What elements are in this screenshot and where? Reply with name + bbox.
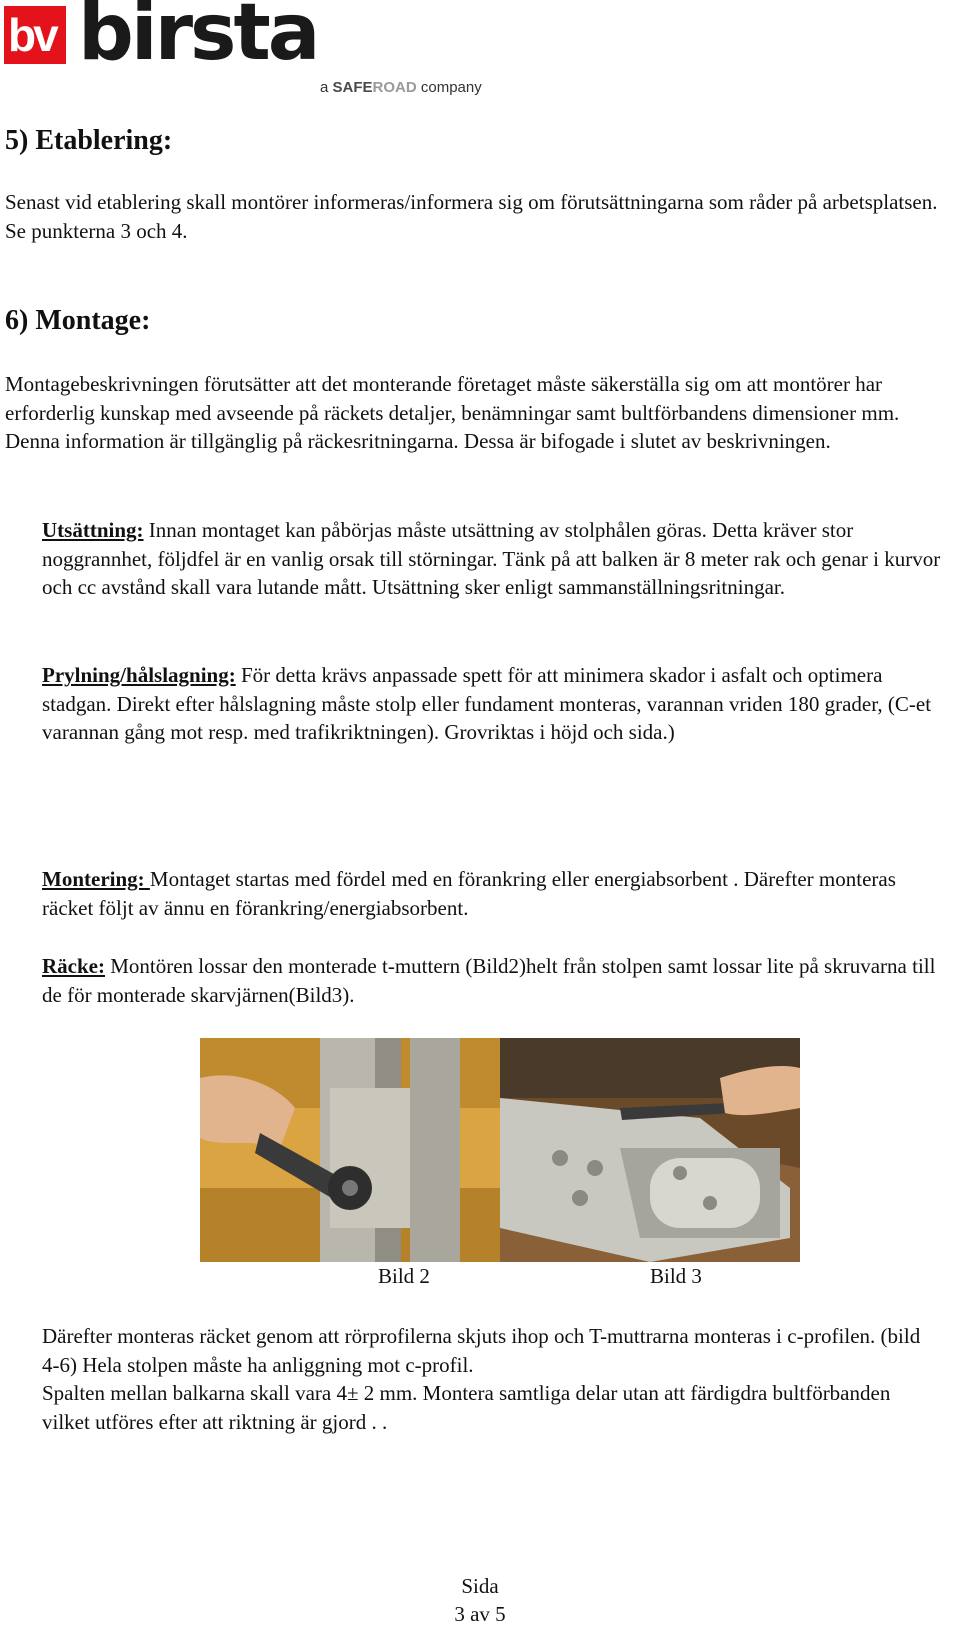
paragraph-racke xyxy=(42,952,942,1009)
photo-row xyxy=(200,1038,800,1262)
term-utsattning: Utsättning: xyxy=(42,518,144,542)
text-darefter-2: Spalten mellan balkarna skall vara 4± 2 mm. Montera samtliga delar utan att färdigdra bultförbanden vilket utföres efter att riktning är gjord . . xyxy=(42,1381,891,1434)
heading-etablering: 5) Etablering: xyxy=(5,125,173,156)
photo-bild2 xyxy=(200,1038,500,1262)
paragraph-prylning xyxy=(42,661,942,747)
tagline-prefix: a xyxy=(320,79,329,96)
page-footer xyxy=(0,1572,960,1628)
logo-mark-text: bv xyxy=(8,9,56,61)
footer-page-number: 3 av 5 xyxy=(454,1602,506,1626)
heading-montage: 6) Montage: xyxy=(5,305,151,336)
term-montering: Montering: xyxy=(42,867,150,891)
caption-bild3: Bild 3 xyxy=(650,1264,702,1288)
paragraph-montage: Montagebeskrivningen förutsätter att det monterande företaget måste säkerställa sig om att montörer har erforderlig kunskap med avseende på räckets detaljer, benämningar samt bultförbandens dimensioner mm. Denna information är tillgänglig på räckesritningarna. Dessa är bifogade i slutet av beskrivningen. xyxy=(5,372,900,453)
paragraph-etablering: Senast vid etablering skall montörer informeras/informera sig om förutsättningarna som råder på arbetsplatsen. Se punkterna 3 och 4. xyxy=(5,190,938,243)
company-logo xyxy=(0,0,520,110)
footer-page-label: Sida xyxy=(461,1574,499,1598)
paragraph-montering xyxy=(42,865,942,922)
term-racke: Räcke: xyxy=(42,954,105,978)
text-racke: Montören lossar den monterade t-muttern (Bild2)helt från stolpen samt lossar lite på skruvarna till de för monterade skarvjärnen(Bild3). xyxy=(42,954,936,1007)
term-prylning: Prylning/hålslagning: xyxy=(42,663,236,687)
photo-bild3 xyxy=(500,1038,800,1262)
tagline-suffix: company xyxy=(420,79,482,96)
logo-mark xyxy=(4,6,66,64)
logo-tagline xyxy=(320,79,482,96)
text-darefter-1: Därefter monteras räcket genom att rörprofilerna skjuts ihop och T-muttrarna monteras i c-profilen. (bild 4-6) Hela stolpen måste ha anliggning mot c-profil. xyxy=(42,1324,921,1377)
paragraph-utsattning xyxy=(42,516,942,602)
text-montering: Montaget startas med fördel med en förankring eller energiabsorbent . Därefter monteras räcket följt av ännu en förankring/energiabsorbent. xyxy=(42,867,896,920)
paragraph-darefter xyxy=(42,1322,942,1436)
text-utsattning: Innan montaget kan påbörjas måste utsättning av stolphålen göras. Detta kräver stor noggrannhet, följdfel är en vanlig orsak till störningar. Tänk på att balken är 8 meter rak och genar i kurvor och cc avstånd skall vara lutande mått. Utsättning sker enligt sammanställningsritningar. xyxy=(42,518,941,599)
tagline-safe: SAFE xyxy=(332,79,373,96)
tagline-road: ROAD xyxy=(372,79,417,96)
text-prylning: För detta krävs anpassade spett för att minimera skador i asfalt och optimera stadgan. Direkt efter hålslagning måste stolp eller fundament monteras, varannan vriden 180 grader, (C-et varannan gång mot resp. med trafikriktningen). Grovriktas i höjd och sida.) xyxy=(42,663,932,744)
caption-bild2: Bild 2 xyxy=(378,1264,430,1288)
logo-wordmark: birsta xyxy=(78,0,318,78)
